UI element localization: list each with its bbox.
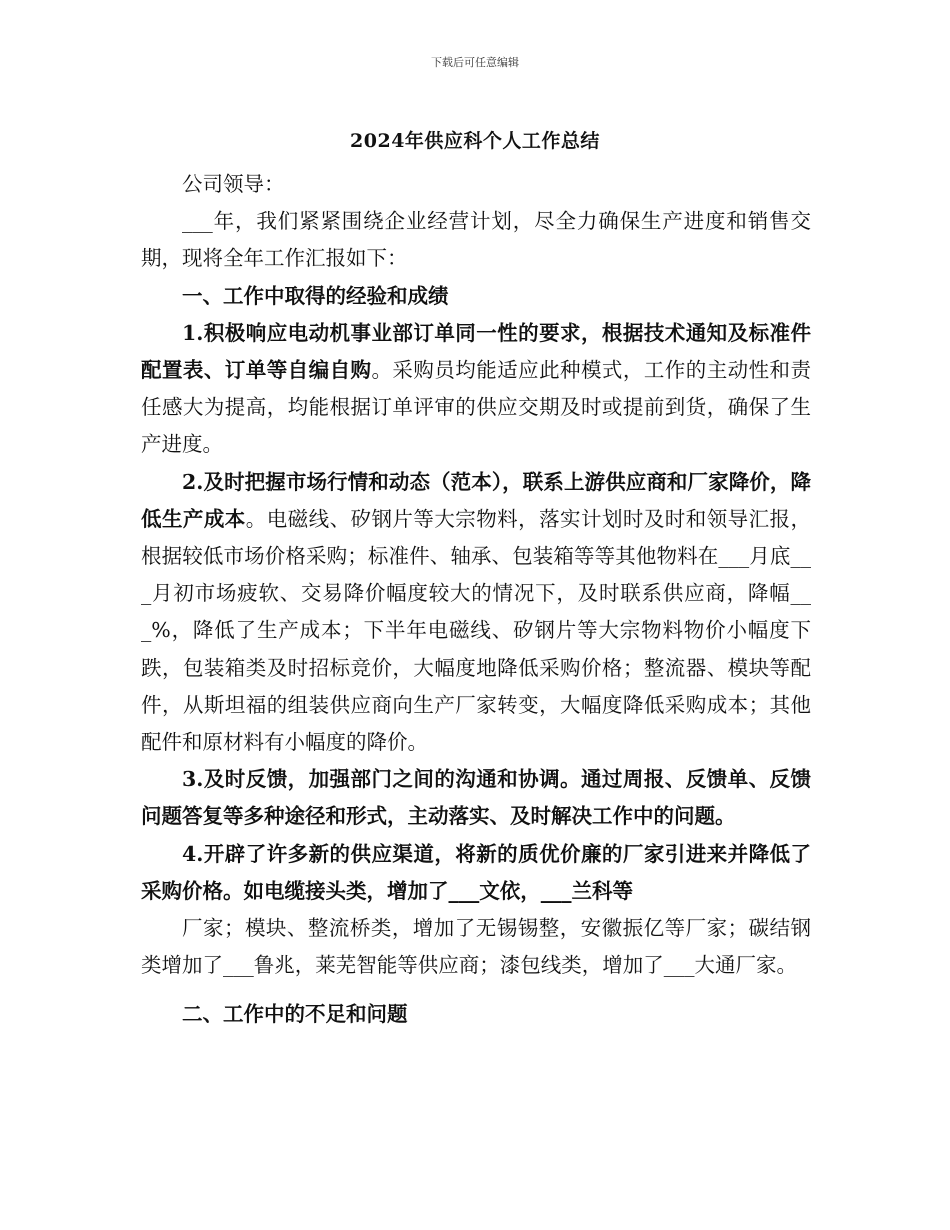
- document-title: 2024年供应科个人工作总结: [350, 130, 600, 152]
- item-4-paragraph: 4.开辟了许多新的供应渠道，将新的质优价廉的厂家引进来并降低了采购价格。如电缆接头类，增加了___文依，___兰科等: [141, 841, 811, 903]
- item-1-lead: 1.积极响应电动机事业部订单同一性的要求，根据技术通知及标准件配置表、订单等自编自购: [141, 320, 811, 383]
- item-2-paragraph: [141, 464, 811, 762]
- item-1-paragraph: [141, 315, 811, 464]
- header-note: 下载后可任意编辑: [431, 56, 519, 69]
- item-2-text: 。电磁线、矽钢片等大宗物料，落实计划时及时和领导汇报，根据较低市场价格采购；标准件、轴承、包装箱等等其他物料在___月底___月初市场疲软、交易降价幅度较大的情况下，及时联系供应商，降幅___%，降低了生产成本；下半年电磁线、矽钢片等大宗物料物价小幅度下跌，包装箱类及时招标竞价，大幅度地降低采购价格；整流器、模块等配件，从斯坦福的组装供应商向生产厂家转变，大幅度降低采购成本；其他配件和原材料有小幅度的降价。: [141, 506, 812, 755]
- item-3-paragraph: 3.及时反馈，加强部门之间的沟通和协调。通过周报、反馈单、反馈问题答复等多种途径和形式，主动落实、及时解决工作中的问题。: [141, 767, 811, 829]
- intro-paragraph: ___年，我们紧紧围绕企业经营计划，尽全力确保生产进度和销售交期，现将全年工作汇报如下：: [141, 209, 811, 271]
- item-1-text: 。采购员均能适应此种模式，工作的主动性和责任感大为提高，均能根据订单评审的供应交期及时或提前到货，确保了生产进度。: [141, 358, 811, 457]
- document-body: [141, 166, 811, 1034]
- section-heading-2: 二、工作中的不足和问题: [182, 1002, 408, 1027]
- salutation: 公司领导：: [182, 172, 285, 196]
- item-4-continuation: 厂家；模块、整流桥类，增加了无锡锡整，安徽振亿等厂家；碳结钢类增加了___鲁兆，莱芜智能等供应商；漆包线类，增加了___大通厂家。: [141, 916, 811, 978]
- section-heading-1: 一、工作中取得的经验和成绩: [182, 283, 449, 308]
- item-2-lead: 2.及时把握市场行情和动态（范本），联系上游供应商和厂家降价，降低生产成本: [141, 469, 811, 531]
